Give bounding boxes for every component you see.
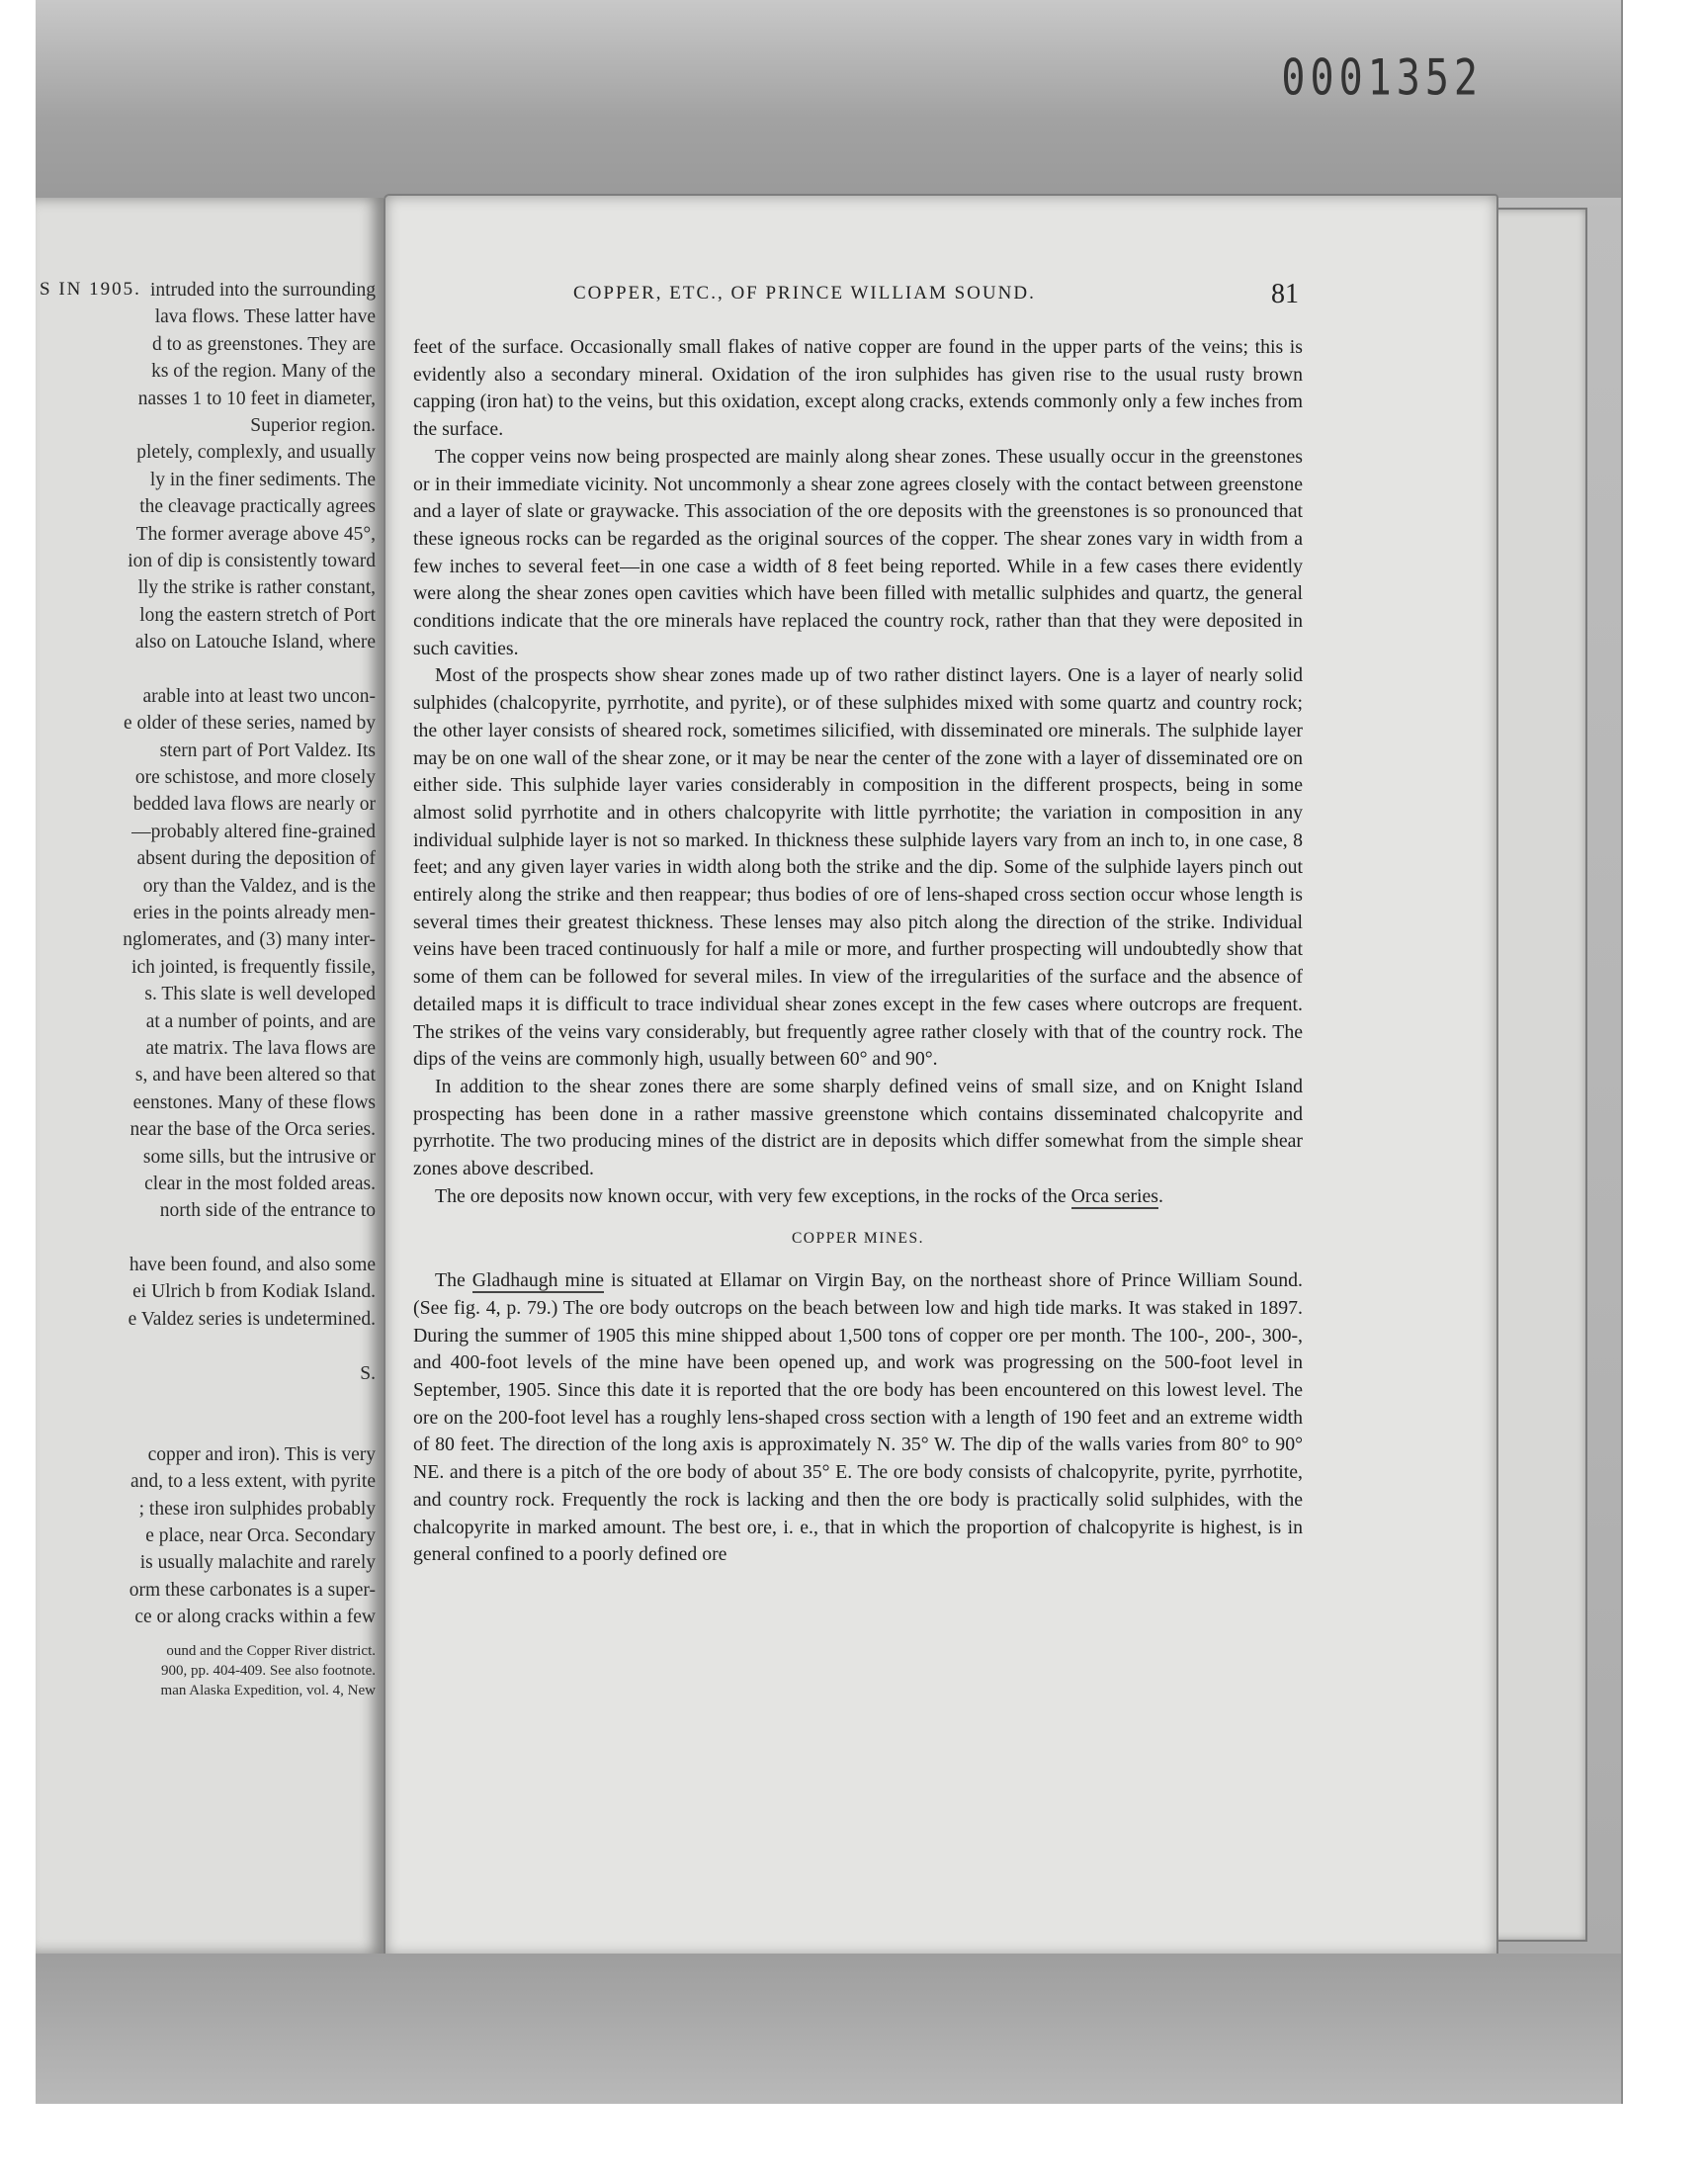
left-page-line: near the base of the Orca series.	[129, 1119, 376, 1141]
left-page-line: lly the strike is rather constant,	[137, 577, 376, 599]
section-title-copper-mines: COPPER MINES.	[791, 1229, 925, 1247]
left-page-line: stern part of Port Valdez. Its	[159, 740, 376, 761]
left-page-line: ei Ulrich b from Kodiak Island.	[132, 1281, 376, 1303]
left-page-line: eenstones. Many of these flows	[132, 1091, 376, 1113]
left-page-line: long the eastern stretch of Port	[139, 604, 376, 626]
left-page-line: ion of dip is consistently toward	[128, 550, 376, 571]
page-number: 81	[1271, 279, 1299, 309]
left-page-line: ory than the Valdez, and is the	[142, 875, 376, 897]
left-page-line: ore schistose, and more closely	[134, 767, 376, 789]
left-page-line: ks of the region. Many of the	[151, 361, 376, 383]
left-page-footnote: 900, pp. 404-409. See also footnote.	[160, 1662, 376, 1679]
left-page-line: ich jointed, is frequently fissile,	[131, 956, 376, 978]
left-page-line: Superior region.	[250, 414, 376, 436]
p6-start: The	[435, 1269, 466, 1292]
left-page-line: d to as greenstones. They are	[152, 333, 376, 355]
left-page-line: intruded into the surrounding	[149, 280, 376, 301]
left-page-line: orm these carbonates is a super-	[128, 1579, 376, 1601]
left-page-line: copper and iron). This is very	[147, 1443, 376, 1465]
paragraph-1: feet of the surface. Occasionally small flakes of native copper are found in the upper parts of the veins; this is evidently also a secondary mineral. Oxidation of the iron sulphides has given rise to the usual rusty brown capping (iron hat) to the veins, but this oxidation, except along cracks, extends commonly only a few inches from the surface.	[413, 336, 1303, 441]
left-page	[36, 198, 384, 1954]
left-page-line: at a number of points, and are	[145, 1010, 376, 1032]
left-page-line: —probably altered fine-grained	[131, 821, 376, 842]
paragraph-3: Most of the prospects show shear zones made up of two rather distinct layers. One is a layer of nearly solid sulphides (chalcopyrite, pyrrhotite, and pyrite), or of these sulphides mixed with some quartz and country rock; the other layer consists of sheared rock, sometimes silicified, with disseminated ore minerals. The sulphide layer may be on one wall of the shear zone, or it may be near the center of the zone with a layer of disseminated ore on either side. This sulphide layer varies considerably in composition in the different prospects, being in some almost solid pyrrhotite and in others chalcopyrite with little pyrrhotite; the variation in composition in any individual sulphide layer is not so marked. In thickness these sulphide layers vary from an inch to, in one case, 8 feet; and any given layer varies in width along both the strike and the dip. Some of the sulphide layers pinch out entirely along the strike and then reappear; thus bodies of ore of lens-shaped cross section occur whose length is several times their greatest thickness. These lenses may also pitch along the direction of the strike. Individual veins have been traced continuously for half a mile or more, and further prospecting will undoubtedly show that some of them can be followed for several miles. In view of the irregularities of the surface and the absence of detailed maps it is difficult to trace individual shear zones except in the few cases where outcrops are frequent. The strikes of the veins vary considerably, but frequently agree rather closely with that of the country rock. The dips of the veins are commonly high, usually between 60° and 90°.	[413, 664, 1303, 1071]
scan-bottom-band	[36, 1954, 1621, 2104]
left-page-gap	[36, 1387, 382, 1414]
left-page-line: clear in the most folded areas.	[144, 1173, 376, 1194]
p5-end: .	[1158, 1184, 1163, 1207]
left-page-line: north side of the entrance to	[159, 1200, 376, 1222]
left-page-footnote: ound and the Copper River district.	[166, 1642, 376, 1659]
left-page-line: and, to a less extent, with pyrite	[129, 1471, 376, 1493]
left-page-line: eries in the points already men-	[132, 902, 376, 923]
left-page-line: lava flows. These latter have	[154, 306, 376, 328]
left-page-gap	[36, 1225, 382, 1252]
paragraph-6	[413, 1267, 1303, 1569]
left-page-line: nasses 1 to 10 feet in diameter,	[137, 388, 376, 409]
left-page-line: also on Latouche Island, where	[134, 632, 376, 653]
left-page-line: bedded lava flows are nearly or	[132, 794, 376, 816]
left-page-line: ate matrix. The lava flows are	[145, 1037, 376, 1059]
left-page-gap	[36, 1631, 382, 1641]
left-page-line: have been found, and also some	[128, 1255, 376, 1276]
paragraph-2: The copper veins now being prospected are mainly along shear zones. These usually occur in the greenstones or in their immediate vicinity. Not uncommonly a shear zone agrees closely with the contact between greenstone and a layer of slate or graywacke. This association of the ore deposits with the greenstones is so pronounced that these igneous rocks can be regarded as the original sources of the copper. The shear zones vary in width from a few inches to several feet—in one case a width of 8 feet being reported. While in a few cases there evidently were along the shear zones open cavities which have been filled with metallic sulphides and quartz, the general conditions indicate that the ore minerals have replaced the country rock, rather than that they were deposited in such cavities.	[413, 445, 1303, 659]
left-page-text	[36, 277, 382, 1700]
left-page-line: s, and have been altered so that	[134, 1065, 376, 1087]
left-page-line: s. This slate is well developed	[144, 984, 376, 1005]
p6-rest: is situated at Ellamar on Virgin Bay, on the northeast shore of Prince William Sound. (See fig. 4, p. 79.) The ore body outcrops on the beach between low and high tide marks. It was staked in 1897. During the summer of 1905 this mine shipped about 1,500 tons of copper ore per month. The 100-, 200-, 300-, and 400-foot levels of the mine have been opened up, and work was progressing on the 500-foot level in September, 1905. Since this date it is reported that the ore body has been encountered on this lowest level. The ore on the 200-foot level has a roughly lens-shaped cross section with a length of 190 feet and an extreme width of 80 feet. The direction of the long axis is approximately N. 35° W. The dip of the walls varies from 80° to 90° NE. and there is a pitch of the ore body of about 35° E. The ore body consists of chalcopyrite, pyrite, pyrrhotite, and country rock. Frequently the rock is lacking and then the ore body is practically solid sulphides, with the chalcopyrite in marked amount. The best ore, i. e., that in which the proportion of chalcopyrite is highest, is in general confined to a poorly defined ore	[413, 1269, 1303, 1566]
left-page-line: nglomerates, and (3) many inter-	[123, 929, 376, 951]
left-page-line: ly in the finer sediments. The	[149, 469, 376, 490]
paragraph-5	[413, 1183, 1303, 1211]
p5-text: The ore deposits now known occur, with very few exceptions, in the rocks of the	[435, 1184, 1067, 1207]
left-page-gap	[36, 1333, 382, 1359]
left-page-line: ce or along cracks within a few	[134, 1607, 376, 1628]
left-page-line: e place, near Orca. Secondary	[145, 1524, 376, 1546]
right-page-body	[413, 334, 1303, 1569]
paragraph-4: In addition to the shear zones there are some sharply defined veins of small size, and on Knight Island prospecting has been done in a rather massive greenstone which contains disseminated chalcopyrite and pyrrhotite. The two producing mines of the district are in deposits which differ somewhat from the simple shear zones above described.	[413, 1075, 1303, 1180]
left-page-line: is usually malachite and rarely	[139, 1552, 376, 1574]
left-page-line: the cleavage practically agrees	[139, 496, 376, 518]
left-page-gap	[36, 655, 382, 682]
left-page-line: S.	[360, 1362, 376, 1384]
left-page-line: pletely, complexly, and usually	[136, 442, 376, 464]
left-page-line: e older of these series, named by	[123, 713, 376, 735]
left-page-line: arable into at least two uncon-	[142, 685, 376, 707]
left-page-line: e Valdez series is undetermined.	[128, 1308, 376, 1330]
left-page-gap	[36, 1414, 382, 1440]
left-page-line: some sills, but the intrusive or	[142, 1146, 376, 1168]
left-running-head: S IN 1905.	[40, 279, 141, 300]
left-page-line: The former average above 45°,	[135, 523, 376, 545]
left-page-line: ; these iron sulphides probably	[138, 1498, 376, 1520]
running-head: COPPER, ETC., OF PRINCE WILLIAM SOUND.	[573, 283, 1036, 304]
gladhaugh-mine-underlined: Gladhaugh mine	[471, 1269, 605, 1292]
orca-series-underlined: Orca series	[1070, 1184, 1159, 1207]
document-stamp-number: 0001352	[1281, 49, 1483, 107]
left-page-footnote: man Alaska Expedition, vol. 4, New	[160, 1682, 376, 1698]
left-page-line: absent during the deposition of	[136, 848, 376, 870]
